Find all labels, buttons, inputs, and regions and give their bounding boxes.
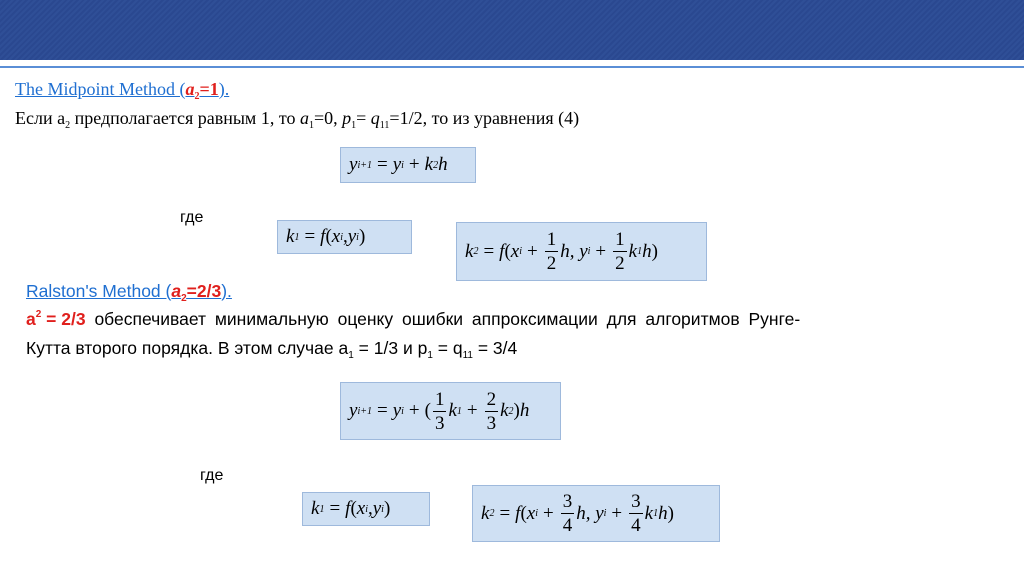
f-sym: y xyxy=(372,498,382,519)
text-part: Если a xyxy=(15,108,66,128)
f-op: = xyxy=(376,400,388,421)
f-sym: y xyxy=(392,400,402,421)
text-sub: 1 xyxy=(308,120,314,131)
f-sym: y xyxy=(349,154,358,175)
text-sub: 1 xyxy=(427,350,433,361)
f-sym: k xyxy=(311,498,320,519)
text-part: = 3/4 xyxy=(472,338,518,358)
f-op: = xyxy=(329,498,341,519)
f-sym: f xyxy=(320,226,326,247)
f-num: 1 xyxy=(546,229,557,250)
formula-ralston-k2 xyxy=(472,485,720,542)
midpoint-a-sub: 2 xyxy=(194,91,200,102)
f-den: 3 xyxy=(434,412,445,434)
f-sym: h xyxy=(438,154,448,175)
f-sub: 2 xyxy=(489,508,495,519)
text-var: p xyxy=(342,108,352,128)
f-sym: k xyxy=(644,502,654,524)
f-op: = xyxy=(483,240,495,262)
f-op: + xyxy=(408,154,420,175)
f-paren: ) xyxy=(651,240,658,262)
f-op: + xyxy=(595,240,607,262)
formula-ralston-k1 xyxy=(302,492,430,526)
f-sub: i+1 xyxy=(357,405,372,417)
f-sub: i xyxy=(603,508,607,519)
text-part: =0, xyxy=(313,108,343,128)
f-sub: i xyxy=(365,503,368,515)
f-sym: x xyxy=(356,498,366,519)
f-sym: h, xyxy=(576,502,591,524)
f-sub: 1 xyxy=(456,405,462,417)
f-num: 1 xyxy=(434,388,445,410)
f-sub: i xyxy=(340,231,343,243)
f-sub: 2 xyxy=(473,246,479,257)
text-sub: 1 xyxy=(351,120,357,131)
f-sub: i xyxy=(356,231,359,243)
f-sym: y xyxy=(392,154,402,175)
f-sym: k xyxy=(628,240,638,262)
f-sym: h xyxy=(658,502,668,524)
f-op: = xyxy=(304,226,316,247)
midpoint-description xyxy=(15,108,579,131)
f-op: = xyxy=(376,154,388,175)
f-sub: 1 xyxy=(319,503,325,515)
ralston-red-a: a xyxy=(26,309,36,329)
midpoint-a: a xyxy=(185,79,195,99)
f-fraction xyxy=(485,390,499,433)
f-den: 2 xyxy=(615,253,625,274)
f-sub: 2 xyxy=(433,159,439,171)
f-sym: x xyxy=(331,226,341,247)
text-sub: 11 xyxy=(462,350,473,361)
text-sub: 1 xyxy=(348,350,354,361)
f-sub: i xyxy=(401,159,404,171)
f-sub: i xyxy=(587,246,591,257)
formula-ralston-y xyxy=(340,382,561,440)
f-paren: ( xyxy=(350,498,357,519)
midpoint-close: ). xyxy=(218,79,230,99)
header-bar xyxy=(0,0,1024,60)
f-sub: 2 xyxy=(508,405,514,417)
f-op: + xyxy=(526,240,538,262)
f-fraction xyxy=(545,230,559,273)
f-fraction xyxy=(561,492,575,535)
f-sym: y xyxy=(347,226,357,247)
f-sym: k xyxy=(500,400,509,421)
text-var: q xyxy=(370,108,380,128)
text-part: = xyxy=(356,108,371,128)
f-comma: , xyxy=(367,498,373,519)
header-divider xyxy=(0,66,1024,68)
f-sym: k xyxy=(424,154,434,175)
f-sym: k xyxy=(286,226,295,247)
midpoint-title: The Midpoint Method ( xyxy=(15,79,186,99)
f-op: + xyxy=(611,502,623,524)
f-paren: ) xyxy=(513,400,520,421)
f-sub: i xyxy=(519,246,522,257)
formula-midpoint-k2 xyxy=(456,222,707,281)
f-paren: ) xyxy=(667,502,674,524)
f-sub: i xyxy=(381,503,384,515)
ralston-description-line2 xyxy=(26,338,517,361)
f-sub: 1 xyxy=(294,231,300,243)
f-sub: 1 xyxy=(637,246,643,257)
formula-midpoint-y xyxy=(340,147,476,183)
f-den: 2 xyxy=(546,253,557,274)
text-part: =1/2, то из уравнения (4) xyxy=(389,108,580,128)
f-sym: x xyxy=(526,502,536,524)
f-paren: ( xyxy=(520,502,527,524)
text-sub: 11 xyxy=(379,120,390,131)
text-part: Кутта второго порядка. В этом случае a xyxy=(26,338,349,358)
f-sub: i xyxy=(401,405,404,417)
f-paren: ) xyxy=(383,498,391,519)
text-part: предполагается равным 1, то xyxy=(70,108,300,128)
ralston-heading[interactable] xyxy=(26,281,232,304)
ralston-close: ). xyxy=(221,281,232,301)
ralston-link[interactable] xyxy=(26,281,232,304)
f-op: + xyxy=(542,502,554,524)
text-part: = 1/3 и p xyxy=(353,338,428,358)
f-sym: k xyxy=(481,502,490,524)
f-sub: i+1 xyxy=(357,159,372,171)
f-den: 4 xyxy=(562,515,573,536)
f-num: 3 xyxy=(562,491,573,512)
ralston-description-line1 xyxy=(26,309,996,330)
f-sym: h xyxy=(642,240,652,262)
f-paren: ( xyxy=(424,400,431,421)
f-op: + xyxy=(466,400,478,421)
ralston-red-value: = 2/3 xyxy=(41,309,86,329)
where-label-1: где xyxy=(180,209,204,226)
f-sym: y xyxy=(349,400,358,421)
f-num: 3 xyxy=(631,491,641,512)
formula-midpoint-k1 xyxy=(277,220,412,254)
f-sym: h, xyxy=(560,240,575,262)
ralston-a: a xyxy=(171,281,182,301)
text-var: a xyxy=(299,108,309,128)
f-sym: k xyxy=(448,400,457,421)
f-paren: ( xyxy=(504,240,511,262)
f-sym: f xyxy=(515,502,521,524)
f-sym: x xyxy=(510,240,520,262)
f-den: 3 xyxy=(486,412,497,434)
f-den: 4 xyxy=(631,515,641,536)
f-sym: y xyxy=(579,240,588,262)
f-comma: , xyxy=(342,226,348,247)
f-fraction xyxy=(613,230,627,273)
f-op: + xyxy=(408,400,420,421)
f-op: = xyxy=(499,502,511,524)
f-sub: 1 xyxy=(653,508,659,519)
f-sym: f xyxy=(499,240,505,262)
text-sub: 2 xyxy=(65,120,71,131)
f-fraction xyxy=(629,492,643,535)
f-sym: y xyxy=(595,502,604,524)
f-paren: ( xyxy=(325,226,332,247)
ralston-a-value: =2/3 xyxy=(186,281,222,301)
f-paren: ) xyxy=(358,226,366,247)
f-fraction xyxy=(433,390,447,433)
f-num: 2 xyxy=(486,388,497,410)
ralston-red-sub: 2 xyxy=(35,309,42,320)
f-sym: k xyxy=(465,240,474,262)
ralston-a-sub: 2 xyxy=(181,293,187,304)
midpoint-link[interactable] xyxy=(15,79,230,102)
text-part: = q xyxy=(432,338,463,358)
f-num: 1 xyxy=(615,229,625,250)
ralston-desc-text: обеспечивает минимальную оценку ошибки аппроксимации для алгоритмов Рунге- xyxy=(85,309,801,329)
where-label-2: где xyxy=(200,467,224,484)
f-sym: f xyxy=(345,498,351,519)
midpoint-heading[interactable] xyxy=(15,79,229,102)
midpoint-a-value: =1 xyxy=(199,79,219,99)
ralston-title: Ralston's Method ( xyxy=(26,281,172,301)
f-sym: h xyxy=(519,400,530,421)
f-sub: i xyxy=(535,508,538,519)
